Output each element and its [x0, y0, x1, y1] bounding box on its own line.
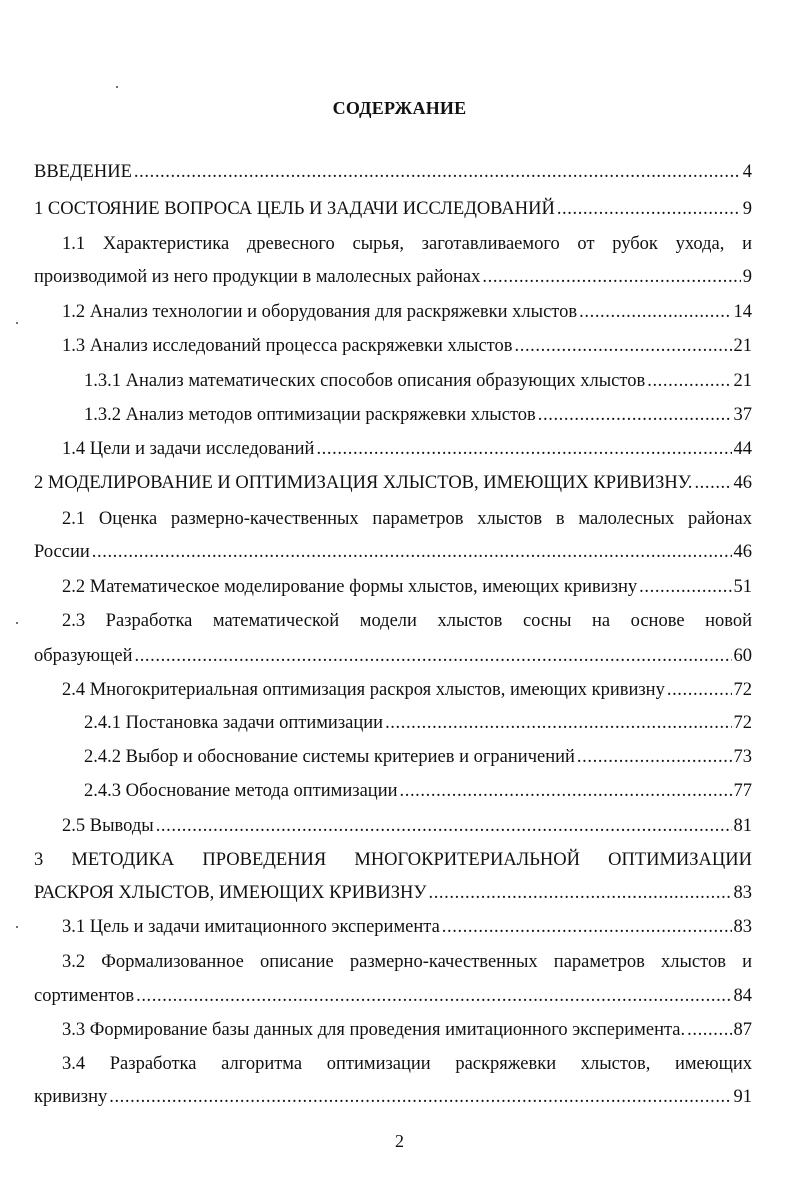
- toc-entry-page: 77: [733, 781, 752, 801]
- toc-entry-label: 1 СОСТОЯНИЕ ВОПРОСА ЦЕЛЬ И ЗАДАЧИ ИССЛЕДОВАНИЙ: [34, 199, 555, 219]
- toc-entry-page: 46: [733, 473, 752, 493]
- dot-leader: [639, 576, 731, 598]
- toc-entry-page: 72: [733, 713, 752, 733]
- toc-entry-label: 2.5 Выводы: [62, 816, 154, 836]
- toc-entry-first-line[interactable]: 3.2 Формализованное описание размерно-качественных параметров хлыстов и: [62, 952, 752, 972]
- dot-leader: [316, 438, 731, 460]
- toc-entry-first-line[interactable]: 3 МЕТОДИКА ПРОВЕДЕНИЯ МНОГОКРИТЕРИАЛЬНОЙ ОПТИМИЗАЦИИ: [34, 850, 752, 870]
- toc-entry[interactable]: [34, 541, 752, 563]
- toc-entry-page: 46: [733, 542, 752, 562]
- toc-entry[interactable]: [34, 645, 752, 667]
- toc-entry-label: 2.4 Многокритериальная оптимизация раскроя хлыстов, имеющих кривизну: [62, 680, 665, 700]
- dot-leader: [92, 541, 732, 563]
- toc-entry[interactable]: [84, 712, 752, 734]
- toc-entry-label: России: [34, 542, 90, 562]
- toc-entry-page: 72: [733, 680, 752, 700]
- toc-entry-page: 87: [733, 1020, 752, 1040]
- dot-leader: [577, 746, 732, 768]
- scan-speck: [16, 622, 18, 624]
- toc-entry-first-line[interactable]: 1.1 Характеристика древесного сырья, заготавливаемого от рубок ухода, и: [62, 234, 752, 254]
- toc-entry[interactable]: [84, 746, 752, 768]
- toc-entry-label: 1.3.1 Анализ математических способов описания образующих хлыстов: [84, 371, 646, 391]
- toc-entry-page: 73: [733, 747, 752, 767]
- toc-entry-label: производимой из него продукции в малолесных районах: [34, 267, 481, 287]
- toc-entry-label: 2.4.2 Выбор и обоснование системы критериев и ограничений: [84, 747, 575, 767]
- toc-entry-label: 1.3 Анализ исследований процесса раскряжевки хлыстов: [62, 336, 513, 356]
- toc-entry-label: 2.4.1 Постановка задачи оптимизации: [84, 713, 384, 733]
- toc-entry[interactable]: [62, 679, 752, 701]
- dot-leader: [156, 815, 732, 837]
- toc-entry-label: РАСКРОЯ ХЛЫСТОВ, ИМЕЮЩИХ КРИВИЗНУ: [34, 883, 427, 903]
- toc-entry[interactable]: [62, 335, 752, 357]
- dot-leader: [538, 404, 732, 426]
- toc-entry[interactable]: [34, 1086, 752, 1108]
- toc-entry-label: образующей: [34, 646, 133, 666]
- dot-leader: [694, 472, 731, 494]
- toc-entry[interactable]: [84, 370, 752, 392]
- toc-entry-label: 2.2 Математическое моделирование формы хлыстов, имеющих кривизну: [62, 577, 638, 597]
- toc-entry-label: 1.3.2 Анализ методов оптимизации раскряжевки хлыстов: [84, 405, 536, 425]
- toc-entry[interactable]: [84, 404, 752, 426]
- toc-entry-page: 9: [742, 267, 752, 287]
- scan-speck: [16, 322, 18, 324]
- toc-entry-page: 51: [733, 577, 752, 597]
- toc-entry-page: 9: [742, 199, 752, 219]
- dot-leader: [442, 916, 732, 938]
- toc-entry-page: 84: [733, 986, 752, 1006]
- dot-leader: [134, 645, 731, 667]
- toc-entry[interactable]: [62, 301, 752, 323]
- toc-entry[interactable]: [62, 576, 752, 598]
- toc-entry[interactable]: [84, 780, 752, 802]
- toc-entry-label: 2.4.3 Обоснование метода оптимизации: [84, 781, 398, 801]
- dot-leader: [400, 780, 732, 802]
- dot-leader: [134, 161, 741, 183]
- toc-entry-page: 81: [733, 816, 752, 836]
- toc-entry[interactable]: [34, 882, 752, 904]
- dot-leader: [515, 335, 732, 357]
- page-title: СОДЕРЖАНИЕ: [332, 98, 467, 118]
- toc-entry[interactable]: [34, 198, 752, 220]
- dot-leader: [579, 301, 731, 323]
- toc-entry-label: 3.3 Формирование базы данных для проведения имитационного эксперимента.: [62, 1020, 686, 1040]
- dot-leader: [482, 266, 740, 288]
- toc-entry-page: 83: [733, 917, 752, 937]
- dot-leader: [428, 882, 731, 904]
- toc-entry[interactable]: [34, 266, 752, 288]
- toc-entry-page: 83: [733, 883, 752, 903]
- dot-leader: [557, 198, 741, 220]
- toc-entry[interactable]: [62, 1019, 752, 1041]
- toc-entry[interactable]: [62, 815, 752, 837]
- scan-speck: [16, 926, 18, 928]
- toc-entry-label: сортиментов: [34, 986, 135, 1006]
- toc-entry-label: 2 МОДЕЛИРОВАНИЕ И ОПТИМИЗАЦИЯ ХЛЫСТОВ, ИМЕЮЩИХ КРИВИЗНУ.: [34, 473, 693, 493]
- toc-entry-first-line[interactable]: 2.1 Оценка размерно-качественных параметров хлыстов в малолесных районах: [62, 509, 752, 529]
- toc-entry-label: кривизну: [34, 1087, 108, 1107]
- toc-entry[interactable]: [34, 985, 752, 1007]
- toc-entry[interactable]: [62, 438, 752, 460]
- toc-entry-label: 1.2 Анализ технологии и оборудования для раскряжевки хлыстов: [62, 302, 578, 322]
- dot-leader: [109, 1086, 731, 1108]
- toc-entry-page: 21: [733, 371, 752, 391]
- dot-leader: [687, 1019, 731, 1041]
- toc-entry[interactable]: [34, 472, 752, 494]
- toc-entry-label: 3.1 Цель и задачи имитационного эксперимента: [62, 917, 440, 937]
- toc-entry-page: 37: [733, 405, 752, 425]
- scan-speck: [116, 86, 118, 88]
- page-number: 2: [395, 1131, 404, 1151]
- dot-leader: [385, 712, 731, 734]
- toc-entry-first-line[interactable]: 2.3 Разработка математической модели хлыстов сосны на основе новой: [62, 611, 752, 631]
- toc-entry-label: 1.4 Цели и задачи исследований: [62, 439, 315, 459]
- toc-entry-page: 60: [733, 646, 752, 666]
- dot-leader: [667, 679, 732, 701]
- toc-entry-first-line[interactable]: 3.4 Разработка алгоритма оптимизации раскряжевки хлыстов, имеющих: [62, 1054, 752, 1074]
- toc-entry-page: 91: [733, 1087, 752, 1107]
- toc-entry[interactable]: [34, 161, 752, 183]
- toc-entry-page: 14: [733, 302, 752, 322]
- toc-entry-page: 4: [742, 162, 752, 182]
- toc-entry-label: ВВЕДЕНИЕ: [34, 162, 132, 182]
- toc-entry-page: 44: [733, 439, 752, 459]
- toc-entry[interactable]: [62, 916, 752, 938]
- dot-leader: [136, 985, 731, 1007]
- dot-leader: [647, 370, 731, 392]
- toc-entry-page: 21: [733, 336, 752, 356]
